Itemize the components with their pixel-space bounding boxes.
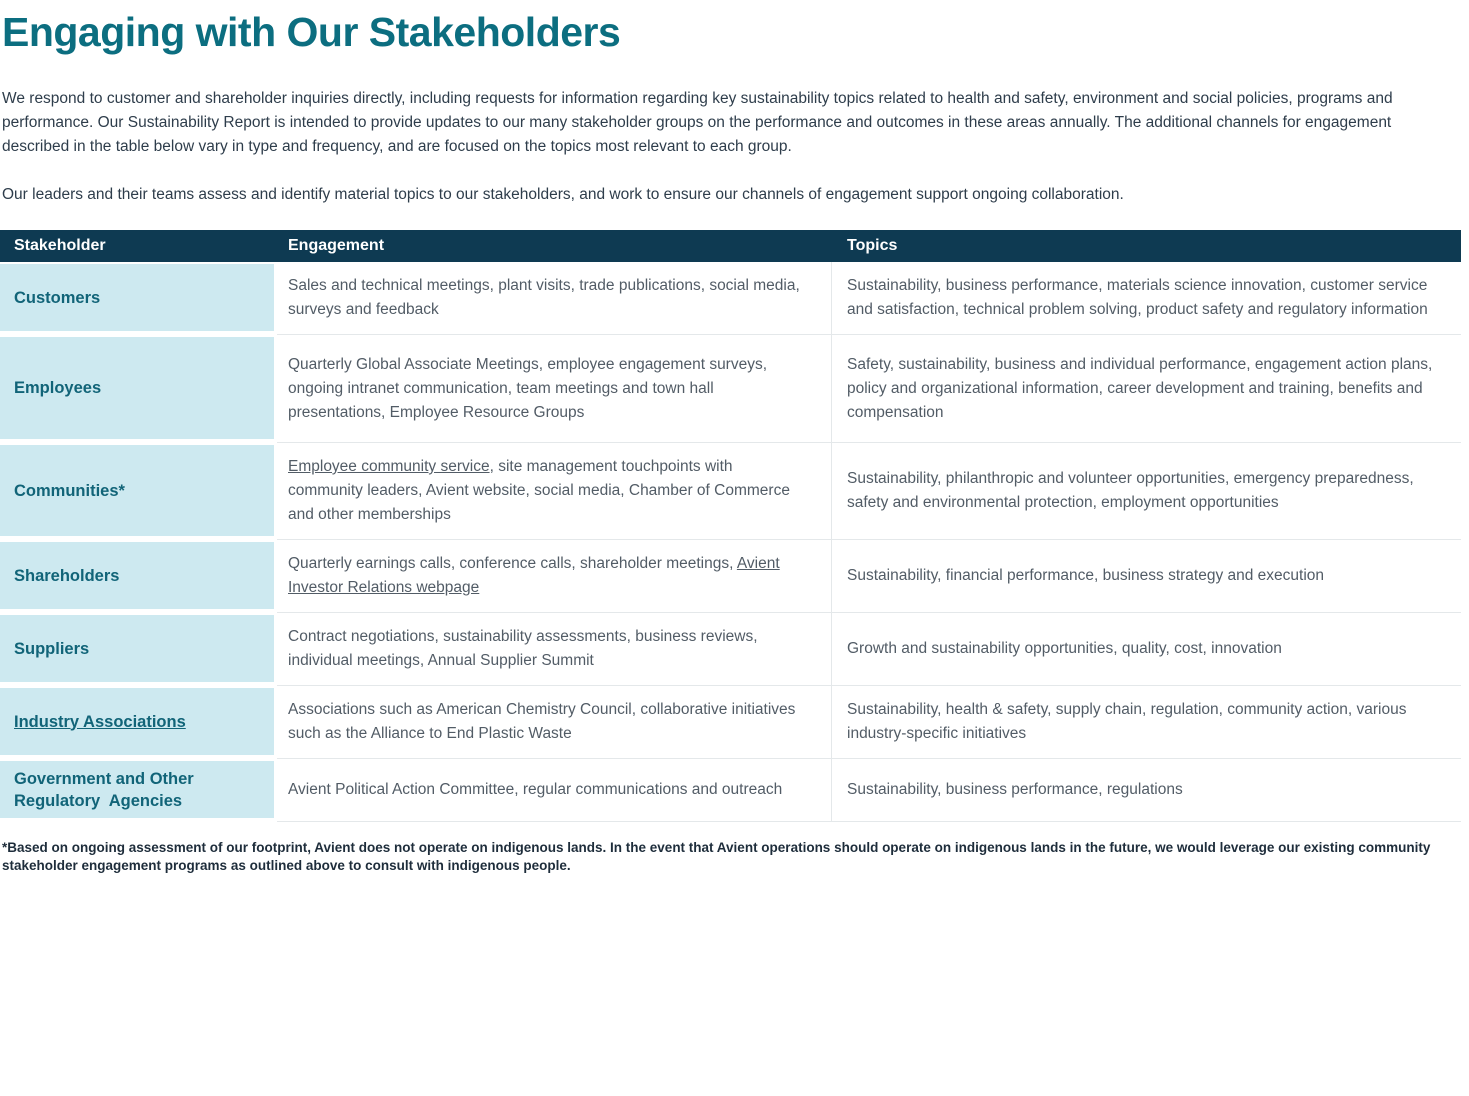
engagement-text — [288, 353, 803, 425]
topics-cell — [832, 686, 1461, 759]
topics-text: Sustainability, philanthropic and volunteer opportunities, emergency preparedness, safety and environmental protection, employment opportunities — [847, 470, 1414, 511]
stakeholder-engagement-table — [0, 230, 1461, 822]
topics-cell — [832, 759, 1461, 822]
engagement-text-segment: Contract negotiations, sustainability assessments, business reviews, individual meetings, Annual Supplier Summit — [288, 628, 758, 669]
customers-label: Customers — [14, 288, 101, 307]
table-row — [0, 686, 1461, 759]
topics-text: Sustainability, business performance, materials science innovation, customer service and satisfaction, technical problem solving, product safety and regulatory information — [847, 277, 1428, 318]
engagement-cell — [277, 443, 832, 540]
engagement-cell — [277, 335, 832, 443]
stakeholder-cell — [0, 443, 277, 540]
table-row — [0, 335, 1461, 443]
engagement-cell — [277, 686, 832, 759]
employee-community-service-link[interactable]: Employee community service — [288, 458, 490, 475]
stakeholder-cell — [0, 262, 277, 335]
stakeholder-cell — [0, 686, 277, 759]
engagement-text-segment: , site management touchpoints with community leaders, Avient website, social media, Chamber of Commerce and other memberships — [288, 458, 790, 523]
engagement-cell — [277, 613, 832, 686]
table-row — [0, 443, 1461, 540]
column-header-stakeholder: Stakeholder — [14, 237, 106, 254]
industry-associations-link[interactable]: Industry Associations — [14, 712, 186, 731]
page-title: Engaging with Our Stakeholders — [2, 9, 621, 55]
topics-cell — [832, 540, 1461, 613]
stakeholder-cell — [0, 335, 277, 443]
engagement-text-segment: Associations such as American Chemistry Council, collaborative initiatives such as the Alliance to End Plastic Waste — [288, 701, 796, 742]
table-header-row — [0, 230, 1461, 262]
topics-cell — [832, 262, 1461, 335]
table-row — [0, 540, 1461, 613]
engagement-text — [288, 455, 803, 527]
column-header-engagement: Engagement — [288, 237, 385, 254]
intro-paragraph-1: We respond to customer and shareholder inquiries directly, including requests for information regarding key sustainability topics related to health and safety, environment and social policies, programs and performance. Our Sustainability Report is intended to provide updates to our many stakeholder groups on the performance and outcomes in these areas annually. The additional channels for engagement described in the table below vary in type and frequency, and are focused on the topics most relevant to each group. — [2, 90, 1393, 155]
shareholders-label: Shareholders — [14, 566, 120, 585]
engagement-text-segment: Quarterly Global Associate Meetings, employee engagement surveys, ongoing intranet communication, team meetings and town hall presentations, Employee Resource Groups — [288, 355, 768, 421]
topics-text: Safety, sustainability, business and individual performance, engagement action plans, policy and organizational information, career development and training, benefits and compensation — [847, 355, 1433, 421]
topics-text: Sustainability, health & safety, supply chain, regulation, community action, various industry-specific initiatives — [847, 701, 1407, 742]
engagement-cell — [277, 540, 832, 613]
table-body — [0, 262, 1461, 822]
stakeholder-cell — [0, 759, 277, 822]
topics-text: Sustainability, financial performance, business strategy and execution — [847, 567, 1325, 584]
engagement-text-segment: Avient Political Action Committee, regular communications and outreach — [288, 781, 783, 798]
stakeholder-cell — [0, 540, 277, 613]
engagement-cell — [277, 262, 832, 335]
table-row — [0, 613, 1461, 686]
stakeholder-cell — [0, 613, 277, 686]
column-header-topics: Topics — [847, 237, 898, 254]
intro-paragraph-2: Our leaders and their teams assess and identify material topics to our stakeholders, and work to ensure our channels of engagement support ongoing collaboration. — [2, 186, 1124, 203]
engagement-text — [288, 698, 803, 746]
engagement-text — [288, 552, 803, 600]
suppliers-label: Suppliers — [14, 639, 90, 658]
footnote: *Based on ongoing assessment of our footprint, Avient does not operate on indigenous lands. In the event that Avient operations should operate on indigenous lands in the future, we would leverage our existing community stakeholder engagement programs as outlined above to consult with indigenous people. — [2, 840, 1431, 873]
employees-label: Employees — [14, 379, 102, 397]
government-and-other-regulatory-agencies-label: Government and Other Regulatory Agencies — [14, 769, 199, 810]
table-row — [0, 262, 1461, 335]
topics-cell — [832, 613, 1461, 686]
table-row — [0, 759, 1461, 822]
engagement-text — [288, 625, 803, 673]
engagement-text — [288, 274, 803, 322]
communities-label: Communities* — [14, 481, 125, 500]
topics-cell — [832, 443, 1461, 540]
engagement-text-segment: Sales and technical meetings, plant visits, trade publications, social media, surveys and feedback — [288, 277, 800, 318]
engagement-text — [288, 778, 782, 802]
engagement-text-segment: Quarterly earnings calls, conference calls, shareholder meetings, — [288, 555, 737, 572]
avient-investor-relations-webpage-link[interactable]: Avient Investor Relations webpage — [288, 555, 780, 596]
topics-text: Sustainability, business performance, regulations — [847, 781, 1183, 798]
topics-cell — [832, 335, 1461, 443]
engagement-cell — [277, 759, 832, 822]
topics-text: Growth and sustainability opportunities, quality, cost, innovation — [847, 640, 1282, 657]
